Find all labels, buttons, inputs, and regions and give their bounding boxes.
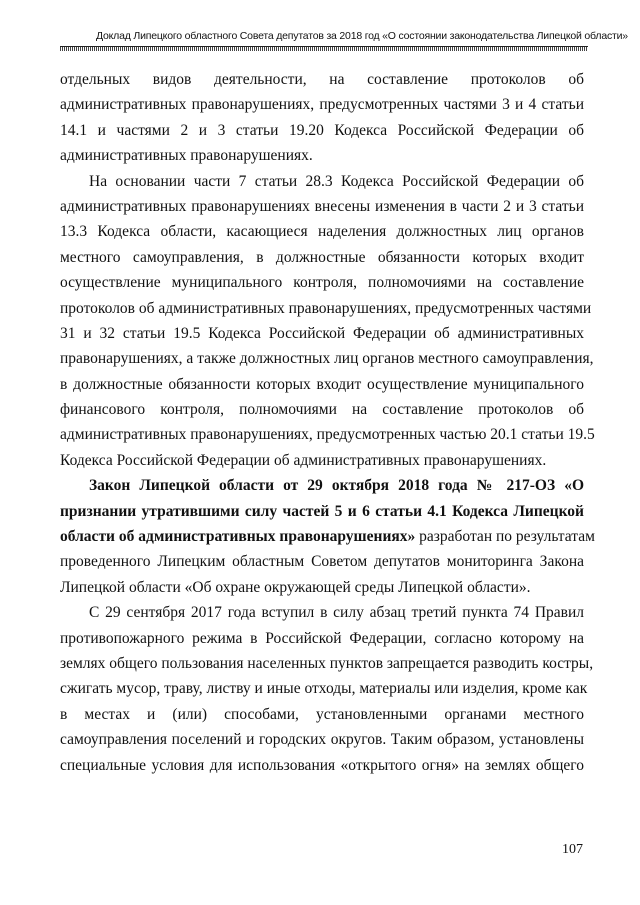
header-rule <box>60 46 588 51</box>
text-line: в местах и (или) способами, установленными органами местного <box>60 705 584 723</box>
text-line: правонарушениях, а также должностных лиц органов местного самоуправления, <box>60 350 594 368</box>
text-line: административных правонарушениях. <box>60 147 313 165</box>
text-line: признании утратившими силу частей 5 и 6 статьи 4.1 Кодекса Липецкой <box>60 502 584 520</box>
text-line: землях общего пользования населенных пунктов запрещается разводить костры, <box>60 654 594 672</box>
text-line: административных правонарушениях, предусмотренных частями 3 и 4 статьи <box>60 96 584 114</box>
text-line: отдельных видов деятельности, на составление протоколов об <box>60 71 584 88</box>
text-line: административных правонарушениях, предусмотренных частью 20.1 статьи 19.5 <box>60 426 595 444</box>
text-line: Липецкой области «Об охране окружающей среды Липецкой области». <box>60 578 531 596</box>
line-text: разработан по результатам <box>415 528 595 546</box>
text-line: местного самоуправления, в должностные обязанности которых входит <box>60 248 584 266</box>
running-header: Доклад Липецкого областного Совета депутатов за 2018 год «О состоянии законодательства Липецкой области» <box>96 30 628 42</box>
text-line: 13.3 Кодекса области, касающиеся наделения должностных лиц органов <box>60 223 584 241</box>
text-line: проведенного Липецким областным Советом депутатов мониторинга Закона <box>60 553 584 571</box>
text-line: С 29 сентября 2017 года вступил в силу абзац третий пункта 74 Правил <box>89 604 584 622</box>
text-line: противопожарного режима в Российской Федерации, согласно которому на <box>60 629 584 647</box>
text-line: 31 и 32 статьи 19.5 Кодекса Российской Федерации об административных <box>60 324 584 342</box>
text-line: На основании части 7 статьи 28.3 Кодекса Российской Федерации об <box>89 172 584 190</box>
text-line: осуществление муниципального контроля, полномочиями на составление <box>60 274 584 292</box>
page-number: 107 <box>562 842 583 857</box>
text-line <box>60 524 595 549</box>
text-line: в должностные обязанности которых входит осуществление муниципального <box>60 375 584 393</box>
text-line: Кодекса Российской Федерации об административных правонарушениях. <box>60 451 547 469</box>
text-line: 14.1 и частями 2 и 3 статьи 19.20 Кодекса Российской Федерации об <box>60 121 584 139</box>
bold-text: области об административных правонарушениях» <box>60 528 416 546</box>
text-line: Закон Липецкой области от 29 октября 2018 года № 217-ОЗ «О <box>89 477 584 495</box>
text-line: самоуправления поселений и городских округов. Таким образом, установлены <box>60 731 584 749</box>
body-text <box>60 67 595 778</box>
text-line: административных правонарушениях внесены изменения в части 2 и 3 статьи <box>60 197 584 215</box>
text-line: финансового контроля, полномочиями на составление протоколов об <box>60 401 584 419</box>
text-line: сжигать мусор, траву, листву и иные отходы, материалы или изделия, кроме как <box>60 680 588 698</box>
text-line: протоколов об административных правонарушениях, предусмотренных частями <box>60 299 592 317</box>
text-line: специальные условия для использования «открытого огня» на землях общего <box>60 756 584 774</box>
